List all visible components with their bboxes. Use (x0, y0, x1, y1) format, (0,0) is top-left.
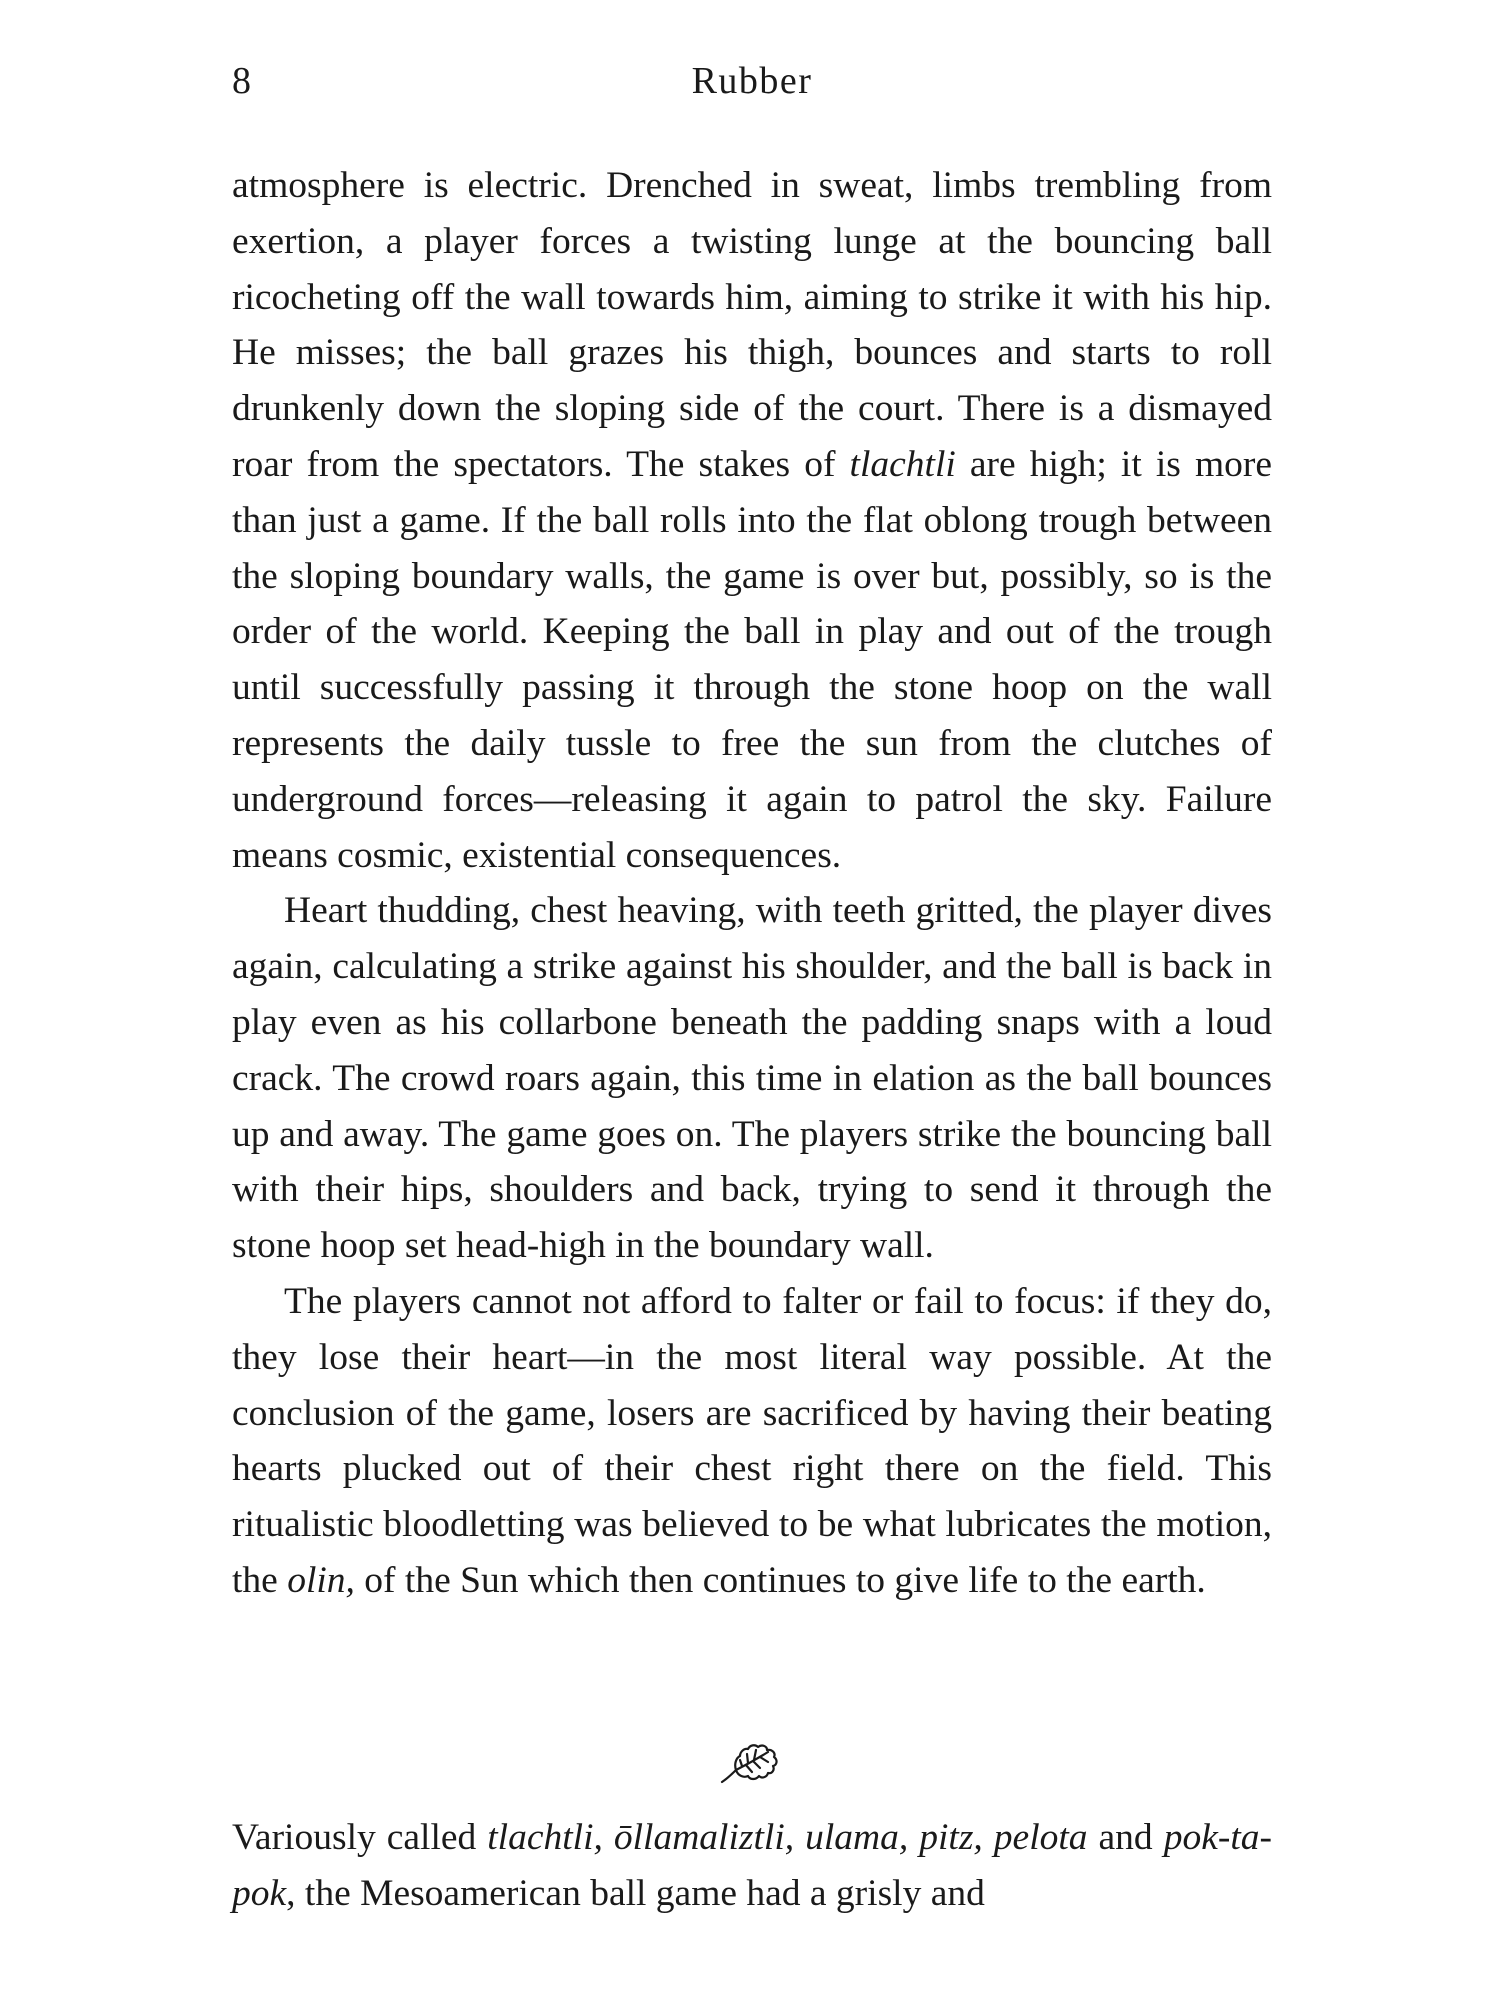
running-head (232, 56, 1272, 106)
italic-term: tlachtli (849, 443, 956, 485)
running-title: Rubber (691, 60, 813, 102)
italic-term: tlachtli, ōllamaliztli, ulama, pitz, pelota (487, 1817, 1088, 1858)
text-segment: , the Mesoamerican ball game had a grisly and (286, 1872, 985, 1914)
text-segment: of the Sun which then continues to give life to the earth. (354, 1559, 1206, 1601)
paragraph-1 (232, 158, 1272, 883)
text-segment: atmosphere is electric. Drenched in sweat, limbs trembling from exertion, a player forces a twisting lunge at the bouncing ball ricocheting off the wall towards him, aiming to strike it with his hip. He misses; the ball grazes his thigh, bounces and starts to roll drunkenly down the sloping side of the court. There is a dismayed roar from the spectators. The stakes of (232, 165, 1272, 485)
paragraph-2 (232, 883, 1272, 1274)
section-text (232, 1810, 1272, 1922)
section-paragraph (232, 1810, 1272, 1922)
text-segment: Variously called (232, 1817, 488, 1858)
body-text (232, 158, 1272, 1609)
paragraph-3 (232, 1274, 1272, 1609)
text-segment: The players cannot not afford to falter or fail to focus: if they do, they lose their heart—in the most literal way possible. At the conclusion of the game, losers are sacrificed by having their beating hearts plucked out of their chest right there on the field. This ritualistic bloodletting was believed to be what lubricates the motion, the (232, 1280, 1272, 1601)
italic-term: olin, (287, 1559, 355, 1601)
text-segment: and (1087, 1817, 1164, 1858)
italic-term: pok-ta-pok (232, 1817, 1272, 1914)
leaf-ornament-icon (718, 1740, 782, 1786)
text-segment: are high; it is more than just a game. If the ball rolls into the flat oblong trough between the sloping boundary walls, the game is over but, possibly, so is the order of the world. Keeping the ball in play and out of the trough until successfully passing it through the stone hoop on the wall represents the daily tussle to free the sun from the clutches of underground forces—releasing it again to patrol the sky. Failure means cosmic, existential consequences. (232, 443, 1273, 876)
page-number: 8 (232, 60, 251, 102)
text-segment: Heart thudding, chest heaving, with teeth gritted, the player dives again, calculating a strike against his shoulder, and the ball is back in play even as his collarbone beneath the padding snaps with a loud crack. The crowd roars again, this time in elation as the ball bounces up and away. The game goes on. The players strike the bouncing ball with their hips, shoulders and back, trying to send it through the stone hoop set head-high in the boundary wall. (232, 890, 1272, 1267)
